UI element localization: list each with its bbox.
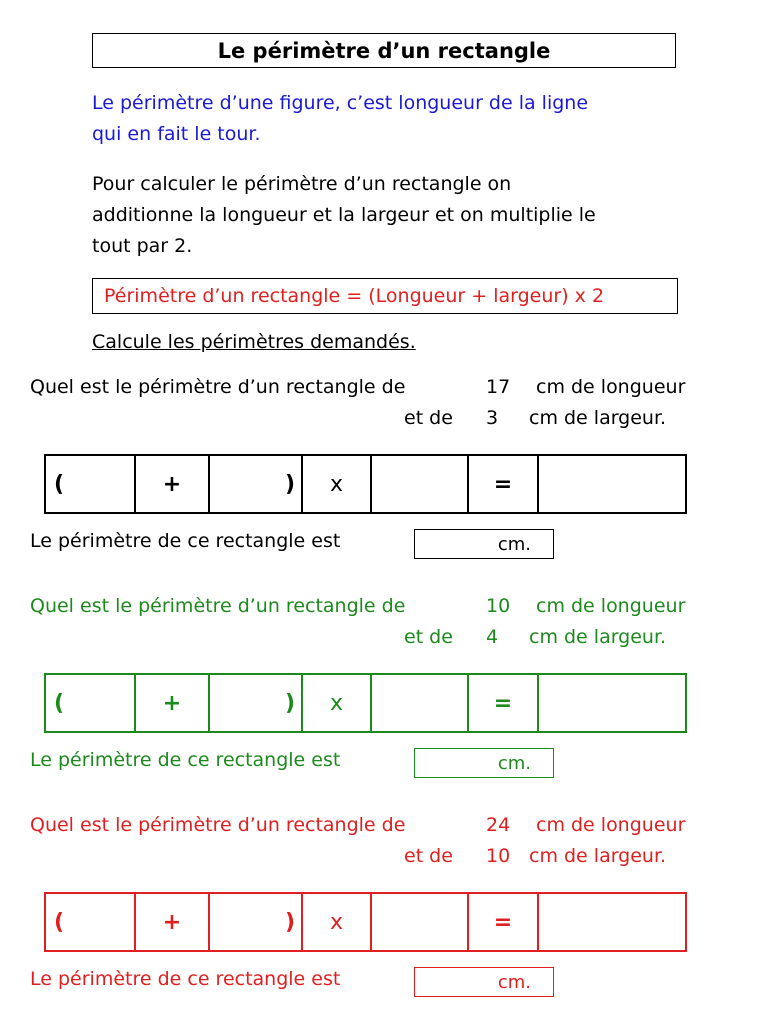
width-unit: cm de largeur.: [529, 407, 667, 429]
definition-text: [92, 88, 588, 150]
answer-unit: cm.: [497, 752, 531, 774]
plus-cell: +: [136, 894, 210, 950]
plus-cell: +: [136, 456, 210, 512]
length-unit: cm de longueur: [536, 814, 686, 836]
definition-line-1: Le périmètre d’une figure, c’est longueur de la ligne: [92, 92, 589, 114]
answer-box[interactable]: [414, 529, 554, 559]
open-paren-cell[interactable]: (: [46, 675, 136, 731]
width-unit: cm de largeur.: [529, 626, 667, 648]
width-unit: cm de largeur.: [529, 845, 667, 867]
multiplier-cell[interactable]: [372, 894, 469, 950]
close-paren-cell[interactable]: ): [210, 675, 303, 731]
width-value: 3: [486, 407, 499, 429]
answer-unit: cm.: [497, 971, 531, 993]
page-title: Le périmètre d’un rectangle: [92, 33, 676, 68]
width-value: 10: [486, 845, 511, 867]
answer-label: Le périmètre de ce rectangle est: [30, 530, 341, 552]
open-paren-cell[interactable]: (: [46, 456, 136, 512]
equals-cell: =: [469, 675, 539, 731]
length-unit: cm de longueur: [536, 595, 686, 617]
open-paren-cell[interactable]: (: [46, 894, 136, 950]
multiplier-cell[interactable]: [372, 456, 469, 512]
close-paren-cell[interactable]: ): [210, 456, 303, 512]
result-cell[interactable]: [539, 894, 685, 950]
length-unit: cm de longueur: [536, 376, 686, 398]
close-paren-cell[interactable]: ): [210, 894, 303, 950]
times-cell: x: [303, 675, 372, 731]
answer-label: Le périmètre de ce rectangle est: [30, 749, 341, 771]
multiplier-cell[interactable]: [372, 675, 469, 731]
instruction-heading: Calcule les périmètres demandés.: [92, 331, 416, 353]
question-text: Quel est le périmètre d’un rectangle de: [30, 814, 406, 836]
answer-box[interactable]: [414, 748, 554, 778]
question-connector: et de: [404, 845, 453, 867]
width-value: 4: [486, 626, 499, 648]
answer-box[interactable]: [414, 967, 554, 997]
definition-line-2: qui en fait le tour.: [92, 123, 261, 145]
calculation-grid: [44, 892, 687, 952]
result-cell[interactable]: [539, 675, 685, 731]
calculation-grid: [44, 454, 687, 514]
question-text: Quel est le périmètre d’un rectangle de: [30, 595, 406, 617]
rule-line-3: tout par 2.: [92, 235, 193, 257]
times-cell: x: [303, 894, 372, 950]
answer-label: Le périmètre de ce rectangle est: [30, 968, 341, 990]
length-value: 24: [486, 814, 511, 836]
times-cell: x: [303, 456, 372, 512]
exercise-3: [0, 814, 768, 1024]
calculation-grid: [44, 673, 687, 733]
rule-line-1: Pour calculer le périmètre d’un rectangle on: [92, 173, 512, 195]
formula-box: Périmètre d’un rectangle = (Longueur + largeur) x 2: [92, 278, 678, 314]
question-connector: et de: [404, 407, 453, 429]
rule-line-2: additionne la longueur et la largeur et on multiplie le: [92, 204, 596, 226]
exercise-1: [0, 376, 768, 586]
rule-text: [92, 169, 596, 262]
length-value: 17: [486, 376, 511, 398]
length-value: 10: [486, 595, 511, 617]
plus-cell: +: [136, 675, 210, 731]
exercise-2: [0, 595, 768, 805]
answer-unit: cm.: [497, 533, 531, 555]
result-cell[interactable]: [539, 456, 685, 512]
equals-cell: =: [469, 456, 539, 512]
equals-cell: =: [469, 894, 539, 950]
question-connector: et de: [404, 626, 453, 648]
question-text: Quel est le périmètre d’un rectangle de: [30, 376, 406, 398]
